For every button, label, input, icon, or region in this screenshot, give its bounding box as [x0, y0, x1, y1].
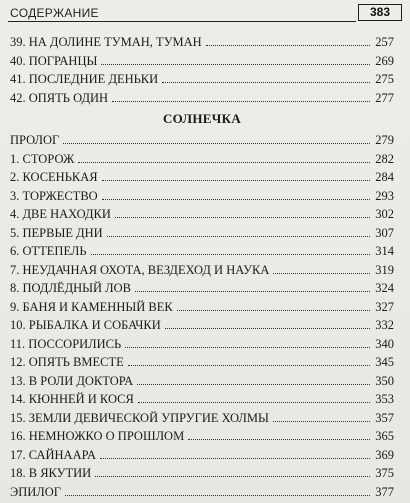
page-number-box: 383	[358, 4, 402, 21]
toc-entry-page: 277	[375, 90, 394, 105]
toc-entry-page: 314	[375, 244, 394, 258]
toc-entry	[10, 390, 394, 409]
toc-entry	[10, 427, 394, 446]
toc-entry-page: 340	[375, 336, 394, 351]
toc-entry-title: 9. БАНЯ И КАМЕННЫЙ ВЕК	[10, 299, 173, 314]
toc-group-solnechka	[10, 131, 394, 501]
toc-entry	[10, 409, 394, 428]
toc-entry-page: 375	[375, 466, 394, 480]
dot-leader	[115, 217, 370, 218]
dot-leader	[162, 82, 370, 83]
toc-entry-title: 6. ОТТЕПЕЛЬ	[10, 244, 87, 258]
dot-leader	[112, 101, 370, 102]
toc-entry-page: 357	[375, 410, 394, 425]
dot-leader	[125, 347, 370, 348]
toc-entry-title: 4. ДВЕ НАХОДКИ	[10, 207, 111, 221]
dot-leader	[165, 328, 370, 329]
dot-leader	[63, 143, 370, 144]
toc-entry	[10, 279, 394, 298]
toc-entry-title: 18. В ЯКУТИИ	[10, 466, 92, 480]
toc-entry-title: 1. СТОРОЖ	[10, 151, 75, 166]
toc-entry	[10, 261, 394, 280]
dot-leader	[137, 384, 370, 385]
toc-entry-page: 353	[375, 392, 394, 406]
toc-entry	[10, 372, 394, 391]
toc-entry-page: 302	[375, 207, 394, 221]
toc-entry-title: ПРОЛОГ	[10, 133, 60, 147]
toc-entry	[10, 224, 394, 243]
toc-entry	[10, 131, 394, 150]
toc-entry	[10, 70, 394, 89]
toc-entry-page: 269	[375, 53, 394, 68]
toc-entry-page: 350	[375, 373, 394, 388]
toc-entry-page: 324	[375, 281, 394, 295]
toc-entry	[10, 242, 394, 261]
toc-entry-title: 17. САЙНААРА	[10, 447, 96, 462]
toc-entry-title: 2. КОСЕНЬКАЯ	[10, 170, 98, 184]
dot-leader	[135, 291, 370, 292]
toc-entry-page: 319	[375, 262, 394, 277]
toc-entry-title: 42. ОПЯТЬ ОДИН	[10, 90, 109, 105]
toc-entry-title: 7. НЕУДАЧНАЯ ОХОТА, ВЕЗДЕХОД И НАУКА	[10, 262, 270, 277]
dot-leader	[91, 254, 370, 255]
toc-entry-page: 345	[375, 355, 394, 369]
toc-entry-title: 12. ОПЯТЬ ВМЕСТЕ	[10, 355, 124, 369]
toc-entry	[10, 33, 394, 52]
dot-leader	[102, 180, 370, 181]
toc-entry-page: 377	[375, 484, 394, 499]
toc-entry-page: 284	[375, 170, 394, 184]
toc-entry-title: ЭПИЛОГ	[10, 484, 62, 499]
toc-entry-page: 365	[375, 429, 394, 443]
dot-leader	[273, 273, 370, 274]
toc-entry-page: 279	[375, 133, 394, 147]
toc-entry-page: 327	[375, 299, 394, 314]
toc-entry	[10, 150, 394, 169]
toc-entry-page: 332	[375, 318, 394, 332]
toc-entry	[10, 298, 394, 317]
toc-entry-title: 3. ТОРЖЕСТВО	[10, 188, 98, 203]
toc-entry	[10, 353, 394, 372]
toc-entry	[10, 52, 394, 71]
toc-entry	[10, 483, 394, 502]
toc-entry-title: 13. В РОЛИ ДОКТОРА	[10, 373, 134, 388]
toc-entry-title: 8. ПОДЛЁДНЫЙ ЛОВ	[10, 281, 132, 295]
toc-group-previous-part	[10, 33, 394, 107]
toc-entry-title: 14. КЮННЕЙ И КОСЯ	[10, 392, 134, 406]
toc-entry-page: 257	[375, 35, 394, 49]
dot-leader	[107, 236, 370, 237]
toc-entry	[10, 187, 394, 206]
toc-entry	[10, 89, 394, 108]
toc-entry	[10, 464, 394, 483]
toc-entry-title: 16. НЕМНОЖКО О ПРОШЛОМ	[10, 429, 185, 443]
section-title: СОЛНЕЧКА	[162, 111, 242, 126]
dot-leader	[78, 162, 370, 163]
dot-leader	[102, 199, 370, 200]
dot-leader	[100, 458, 370, 459]
toc-entry-title: 15. ЗЕМЛИ ДЕВИЧЕСКОЙ УПРУГИЕ ХОЛМЫ	[10, 410, 269, 425]
dot-leader	[65, 495, 370, 496]
toc-entry-title: 5. ПЕРВЫЕ ДНИ	[10, 225, 103, 240]
dot-leader	[177, 310, 370, 311]
dot-leader	[188, 439, 370, 440]
dot-leader	[206, 45, 370, 46]
toc-entry-page: 293	[375, 188, 394, 203]
dot-leader	[138, 402, 370, 403]
table-of-contents	[10, 33, 394, 501]
toc-entry	[10, 168, 394, 187]
toc-entry-title: 10. РЫБАЛКА И СОБАЧКИ	[10, 318, 161, 332]
toc-entry-title: 11. ПОССОРИЛИСЬ	[10, 336, 122, 351]
toc-entry-title: 39. НА ДОЛИНЕ ТУМАН, ТУМАН	[10, 35, 202, 49]
toc-entry	[10, 316, 394, 335]
toc-entry	[10, 205, 394, 224]
toc-entry-page: 307	[375, 225, 394, 240]
toc-entry-page: 282	[375, 151, 394, 166]
header-rule	[8, 21, 356, 22]
toc-entry	[10, 446, 394, 465]
toc-entry-title: 41. ПОСЛЕДНИЕ ДЕНЬКИ	[10, 72, 159, 86]
toc-entry	[10, 335, 394, 354]
running-header-title: СОДЕРЖАНИЕ	[10, 6, 99, 20]
toc-entry-title: 40. ПОГРАНЦЫ	[10, 53, 98, 68]
dot-leader	[128, 365, 370, 366]
dot-leader	[273, 421, 370, 422]
page-header	[8, 4, 402, 24]
toc-entry-page: 275	[375, 72, 394, 86]
dot-leader	[101, 64, 370, 65]
dot-leader	[95, 476, 370, 477]
toc-entry-page: 369	[375, 447, 394, 462]
